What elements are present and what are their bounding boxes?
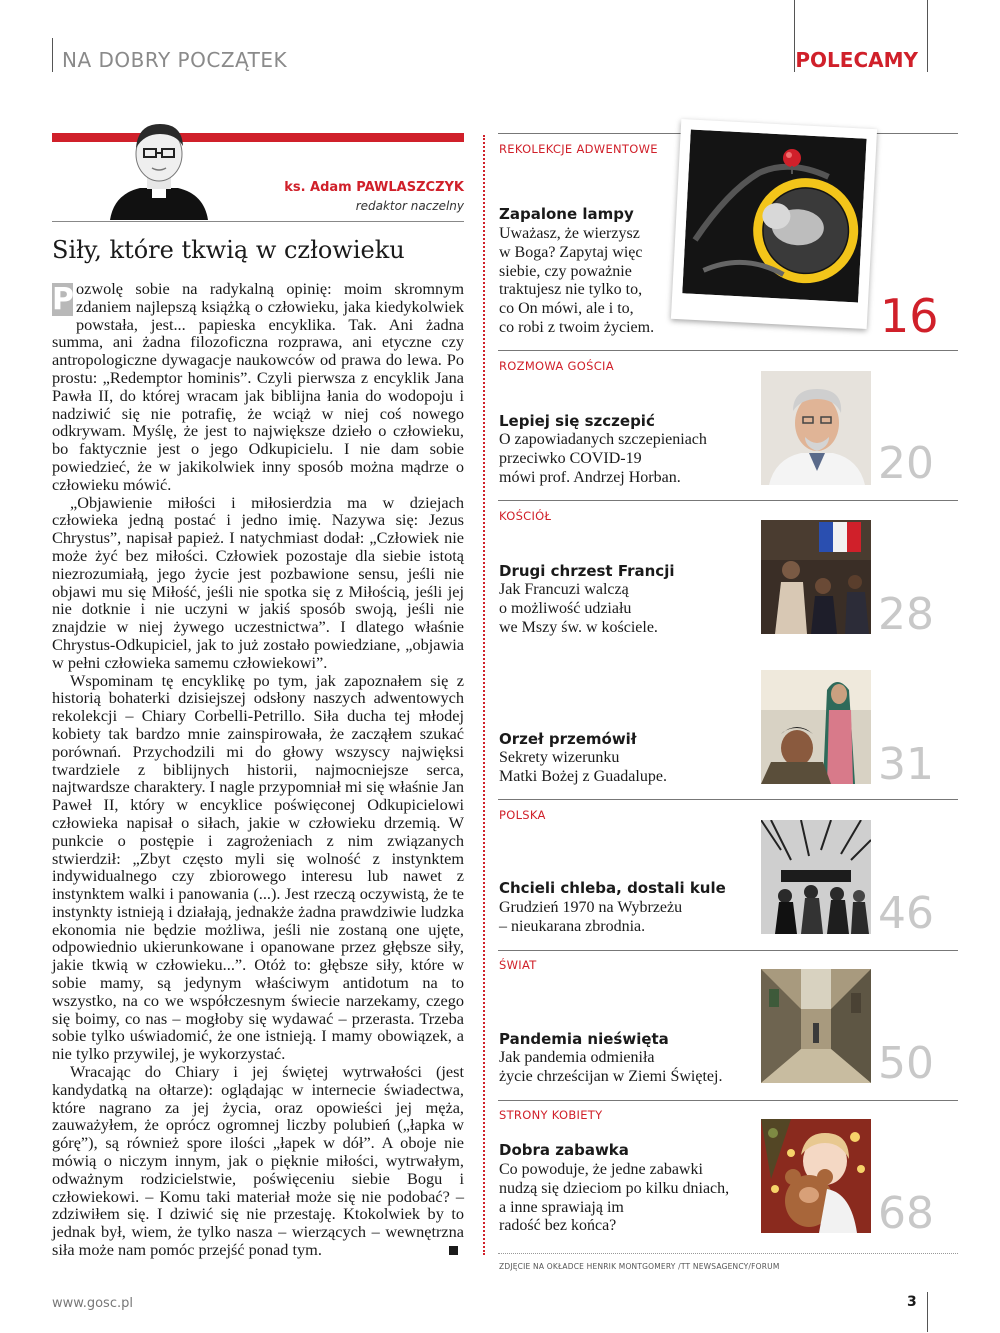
editorial-title: Siły, które tkwią w człowieku: [52, 236, 405, 264]
paragraph-2: „Objawienie miłości i miłosierdzia ma w dziejach człowieka jedną postać i jedno imię. Nazywa się: Jezus Chrystus”, napisał papież. I natychmiast dodał: „Człowiek nie może żyć bez miłości. Człowiek pozostaje dla siebie istotą niezrozumiałą, jego życie jest pozbawione sensu, jeśli nie objawi mu się Miłość, jeśli nie spotka się z Miłością, jeśli jej nie dotknie i nie uczyni w jakiś sposób swoją, jeśli nie znajdzie w niej żywego uczestnictwa”. I dlatego właśnie Chrystus-Odkupiciel, jak to już zostało powiedziane, „objawia w pełni człowieka samemu człowiekowi”.: [52, 492, 464, 672]
street-image: [761, 969, 871, 1083]
item-rule: [498, 799, 958, 800]
item-image-toy: [761, 1119, 871, 1233]
church-image: [761, 520, 871, 634]
page-number: 50: [878, 1038, 934, 1089]
page-number: 20: [878, 438, 934, 489]
item-title[interactable]: Zapalone lampy: [499, 205, 634, 223]
paragraph-1: P ozwolę sobie na radykalną opinię: moim skromnym zdaniem najlepszą książką o człowieku, jaka kiedykolwiek powstała, jest... papieska encyklika. Tak. Ani żadna summa, ani żadna filozoficzna rozprawa, ani etyczne czy antropologiczne dywagacje naukowców od prawa do lewa. Po prostu: „Redemptor hominis”. Czyli pierwsza z encyklik Jana Pawła II, do której wracam jak biblijna łania do wodopoju i nadziwić się nie potrafię, że wciąż w niej coś nowego odkrywam. Myślę, że jest to największe dzieło o człowieku, bo faktycznie jest o jego Odkupicielu. I nie dam sobie powiedzieć, że w jakikolwiek inny sposób można mądrze o człowieku mówić.: [52, 279, 464, 494]
editorial-rule: [52, 221, 464, 222]
photo-credit: ZDJĘCIE NA OKŁADCE HENRIK MONTGOMERY /TT NEWSAGENCY/FORUM: [499, 1262, 780, 1271]
section-label-left: NA DOBRY POCZĄTEK: [62, 48, 288, 72]
page-number: 16: [880, 289, 939, 343]
author-name: ks. Adam PAWLASZCZYK: [284, 180, 464, 195]
historical-photo: [761, 820, 871, 934]
item-rule: [498, 950, 958, 951]
item-image-church: [761, 520, 871, 634]
item-image-guadalupe: [761, 670, 871, 784]
item-image-street: [761, 969, 871, 1083]
item-description: O zapowiadanych szczepieniach przeciwko COVID-19 mówi prof. Andrzej Horban.: [499, 431, 707, 486]
page-number: 68: [878, 1188, 934, 1239]
item-description: Uważasz, że wierzysz w Boga? Zapytaj więc siebie, czy poważnie traktujesz nie tylko to, co On mówi, ale i to, co robi z twoim życiem.: [499, 225, 655, 336]
item-rule: [498, 350, 958, 351]
editorial-body: [52, 280, 464, 1259]
page-number: 31: [878, 739, 934, 790]
footer-url[interactable]: www.gosc.pl: [52, 1296, 133, 1311]
item-category: STRONY KOBIETY: [499, 1108, 603, 1122]
item-image-ultrasound: [671, 119, 877, 329]
item-title[interactable]: Lepiej się szczepić: [499, 412, 655, 430]
header-divider-left: [52, 38, 53, 72]
item-description: Grudzień 1970 na Wybrzeżu – nieukarana zbrodnia.: [499, 899, 683, 935]
item-image-portrait: [761, 371, 871, 485]
item-rule: [498, 1100, 958, 1101]
item-description: Jak pandemia odmieniła życie chrześcijan w Ziemi Świętej.: [499, 1049, 723, 1085]
item-description: Sekrety wizerunku Matki Bożej z Guadalupe.: [499, 749, 667, 785]
child-with-teddy-image: [761, 1119, 871, 1233]
paragraph-3: Wspominam tę encyklikę po tym, jak zapoznałem się z historią bohaterki dzisiejszej odsłony naszych adwentowych rekolekcji – Chiary Corbelli-Petrillo. Siła ducha tej młodej kobiety tak bardzo mnie zainspirowała, że zacząłem szukać porównań. Przychodzili mi do głowy wszyscy najwięksi twardziele z biblijnych historii, najmocniejsze serca, najtwardsze charaktery. I nagle przypomniał mi się właśnie Jan Paweł II, który w encyklice poświęconej Odkupicielowi człowieka napisał o siłach, jakie w człowieku drzemią. W punkcie o postępie i zagrożeniach z nim związanych stwierdził: „Zbyt często myli się wolność z instynktem indywidualnego czy zbiorowego interesu lub nawet z instynktem walki i panowania (...). Jest rzeczą oczywistą, że te instynkty istnieją i działają, jednakże żadna prawdziwie ludzka ekonomia nie będzie możliwa, jeśli nie zostaną one ujęte, odpowiednio ukierunkowane i opanowane przez głębsze siły, jakie tkwią w człowieku...”. Otóż to: głębsze siły, które w sobie mamy, są jedynym właściwym antidotum na to wszystko, na co we współczesnym świecie narzekamy, czego się boimy, co nas – mogłoby się wydawać – przerasta. Trzeba sobie tylko uświadomić, że one istnieją. I mamy obowiązek, a nie tylko przywilej, je wykorzystać.: [52, 670, 464, 1064]
item-title[interactable]: Pandemia nieświęta: [499, 1030, 669, 1048]
item-rule: [498, 500, 958, 501]
item-category: KOŚCIÓŁ: [499, 509, 552, 523]
page-number: 46: [878, 888, 934, 939]
drop-cap: P: [52, 282, 74, 317]
item-title[interactable]: Dobra zabawka: [499, 1141, 629, 1159]
page-number: 28: [878, 589, 934, 640]
end-mark: [449, 1246, 458, 1255]
item-category: REKOLEKCJE ADWENTOWE: [499, 142, 658, 156]
footer-page-number: 3: [907, 1294, 917, 1310]
item-title[interactable]: Orzeł przemówił: [499, 730, 637, 748]
item-description: Jak Francuzi walczą o możliwość udziału we Mszy św. w kościele.: [499, 581, 658, 636]
item-category: ROZMOWA GOŚCIA: [499, 359, 614, 373]
footer-divider: [927, 1292, 928, 1332]
header-divider-right-2: [927, 0, 928, 72]
author-photo: [100, 112, 218, 220]
column-divider: [483, 135, 485, 1255]
paragraph-4: Wracając do Chiary i jej świętej wytrwałości (jest kandydatką na ołtarze): oglądając w internecie świadectwa, które nagrano za jej życia, oraz opowieści jej męża, zauważyłem, że oprócz ogromnej liczby polubień („łapka w górę”), są również spore ilości „łapek w dół”. A oboje nie mówią o niczym innym, jak o pięknie miłości, wytrwałym, odważnym rodzicielstwie, poświęceniu siebie Bogu i człowiekowi. – Komu taki materiał może się nie podobać? – zdziwiłem się. I dziwić się nie przestaję. Ktokolwiek by to jednak był, wiem, że tylko nasza – wierzących – wewnętrzna siła może nam pomóc przejść ponad tym.: [52, 1062, 464, 1260]
item-category: POLSKA: [499, 808, 546, 822]
item-description: Co powoduje, że jedne zabawki nudzą się dzieciom po kilku dniach, a inne sprawiają im radość bez końca?: [499, 1161, 730, 1235]
ultrasound-image: [682, 130, 866, 303]
credit-rule: [498, 1253, 958, 1254]
item-category: ŚWIAT: [499, 958, 537, 972]
item-image-1970: [761, 820, 871, 934]
guadalupe-image: [761, 670, 871, 784]
portrait-image: [761, 371, 871, 485]
author-role: redaktor naczelny: [355, 199, 464, 213]
pin-icon: [780, 148, 804, 174]
section-label-right: POLECAMY: [795, 48, 918, 72]
item-title[interactable]: Drugi chrzest Francji: [499, 562, 675, 580]
item-title[interactable]: Chcieli chleba, dostali kule: [499, 879, 726, 897]
